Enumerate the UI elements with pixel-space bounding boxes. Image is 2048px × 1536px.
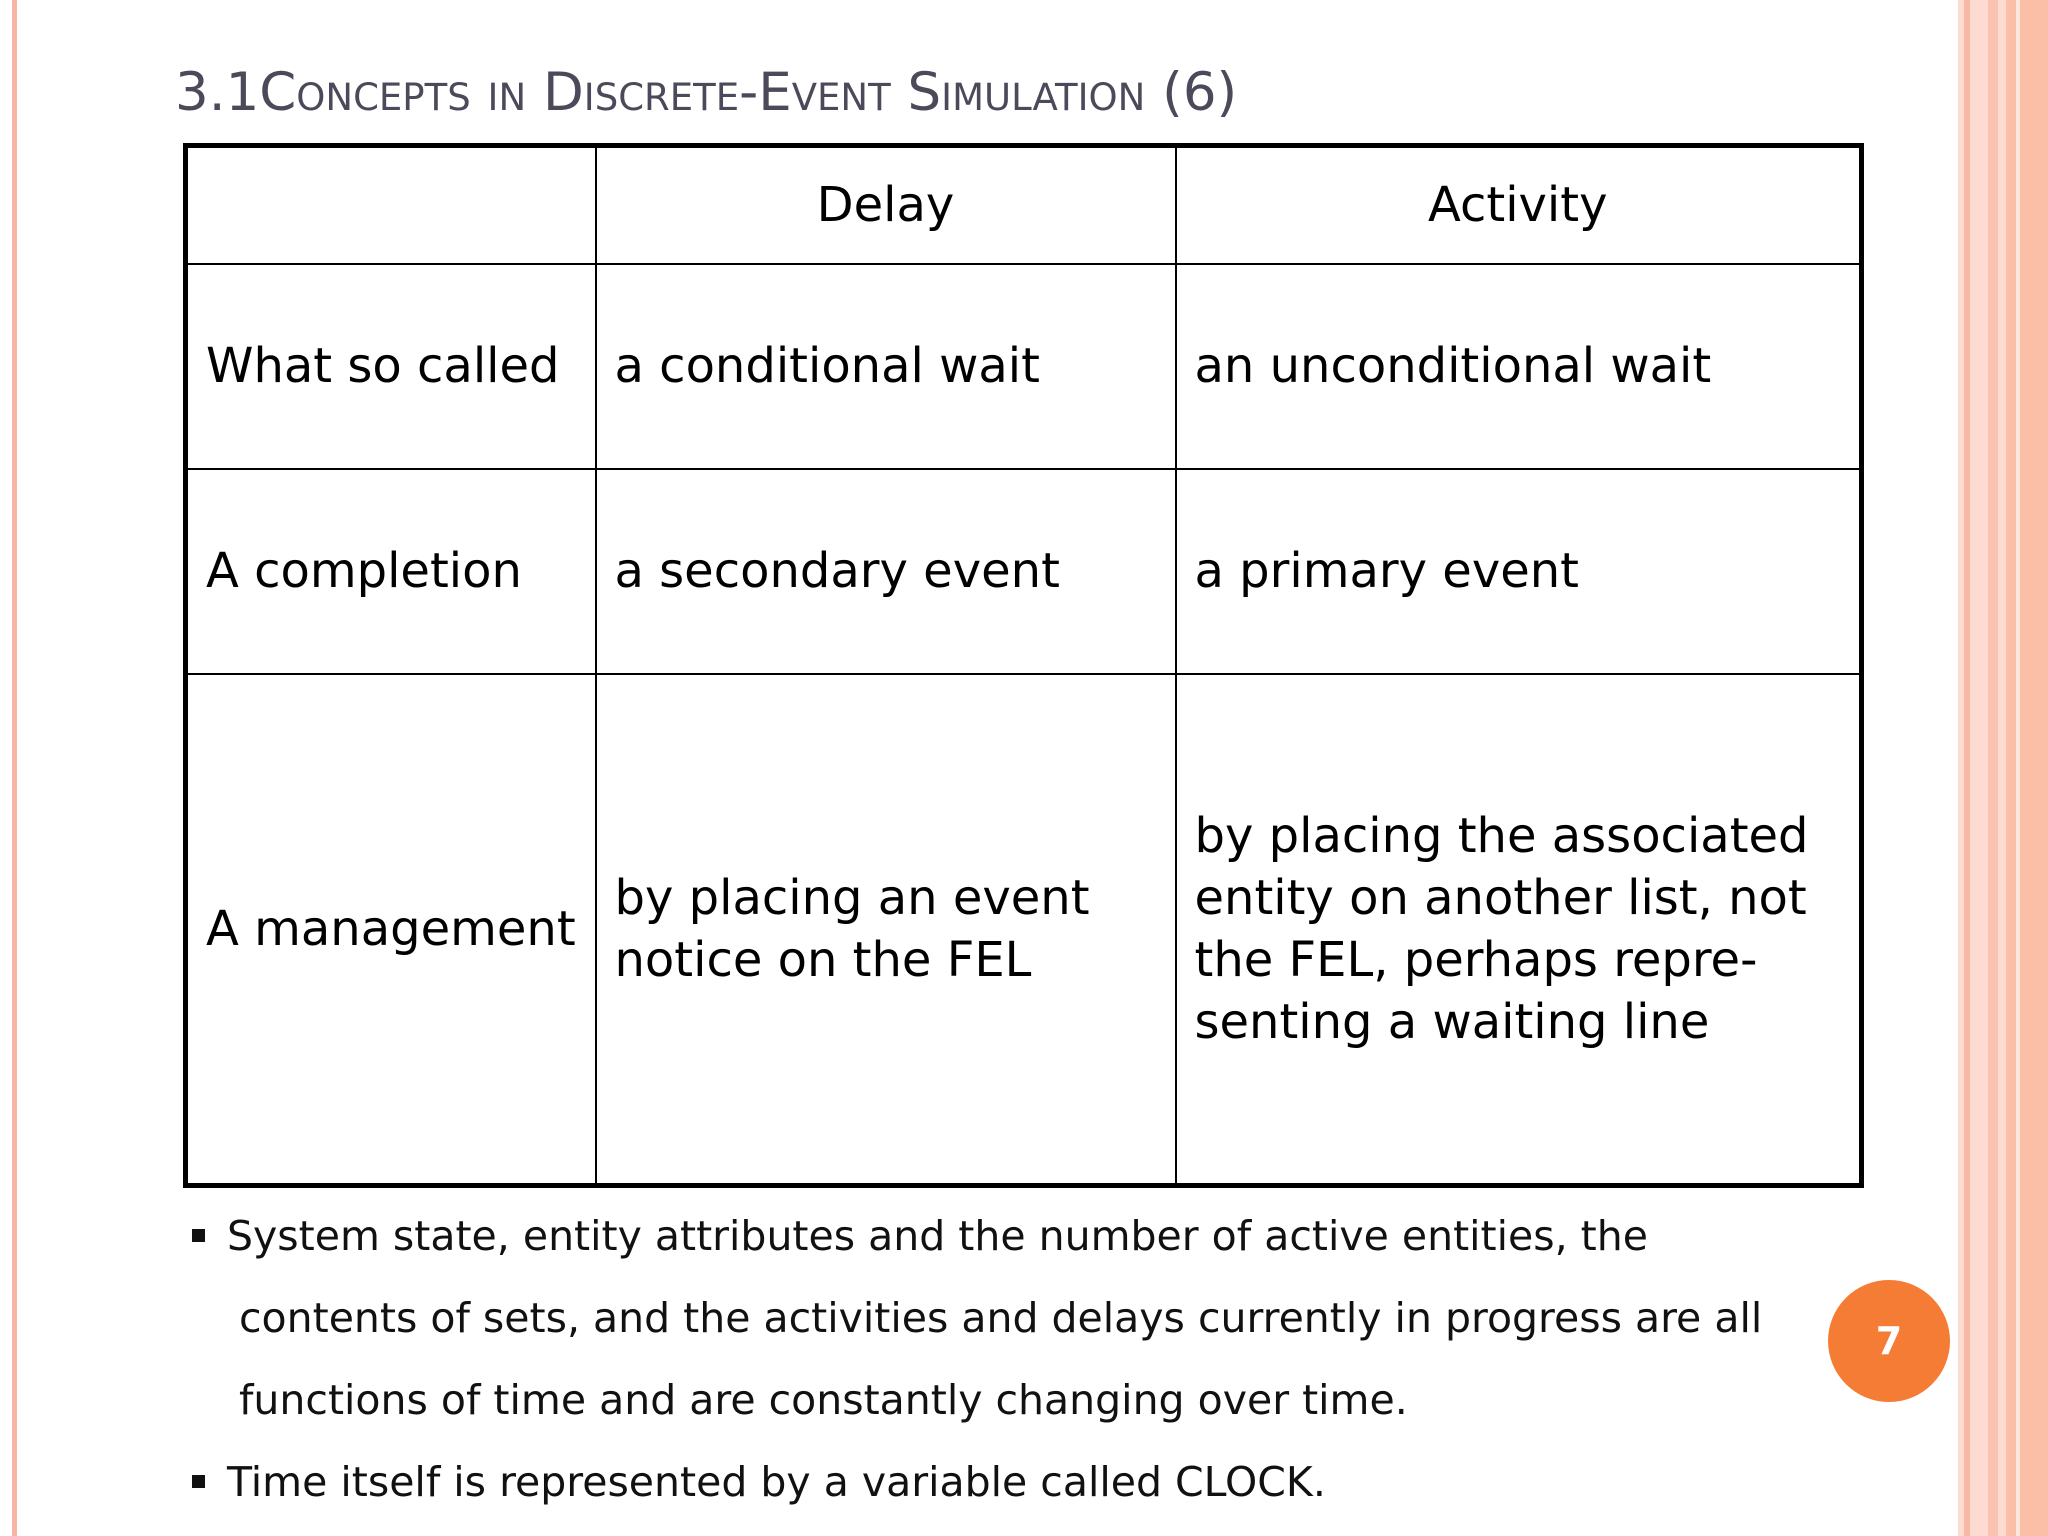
bullet-line: functions of time and are constantly changing over time. [239, 1376, 1408, 1424]
table-header-cell-activity: Activity [1176, 146, 1862, 264]
bullet-item [192, 1195, 1832, 1441]
table-row-label: A management [186, 674, 596, 1186]
page-number-badge: 7 [1828, 1280, 1950, 1402]
table-header-row [186, 146, 1862, 264]
table-header-cell-delay: Delay [596, 146, 1176, 264]
right-decorative-band [1958, 0, 2048, 1536]
slide-title: 3.1Concepts in Discrete-Event Simulation (6) [175, 62, 1238, 123]
bullet-line: contents of sets, and the activities and delays currently in progress are all [239, 1294, 1763, 1342]
bullet-list [192, 1195, 1832, 1523]
square-bullet-icon [192, 1475, 205, 1488]
table-cell-activity: a primary event [1176, 469, 1862, 674]
table-header-cell-empty [186, 146, 596, 264]
right-stripe-4 [2016, 0, 2020, 1536]
bullet-line: Time itself is represented by a variable called CLOCK. [227, 1458, 1326, 1506]
table-cell-delay: a conditional wait [596, 264, 1176, 469]
left-decorative-stripe [0, 0, 20, 1536]
table-row-label: A completion [186, 469, 596, 674]
table-row [186, 469, 1862, 674]
right-stripe-1 [1964, 0, 1970, 1536]
table-cell-activity: by placing the associated entity on another list, not the FEL, perhaps repre-senting a waiting line [1176, 674, 1862, 1186]
table-cell-delay: a secondary event [596, 469, 1176, 674]
comparison-table [183, 143, 1864, 1188]
table-row [186, 264, 1862, 469]
table-cell-delay: by placing an event notice on the FEL [596, 674, 1176, 1186]
table-row [186, 674, 1862, 1186]
bullet-line: System state, entity attributes and the number of active entities, the [227, 1212, 1648, 1260]
right-stripe-2 [1988, 0, 1998, 1536]
bullet-item [192, 1441, 1832, 1523]
table-cell-activity: an unconditional wait [1176, 264, 1862, 469]
right-stripe-3 [2006, 0, 2048, 1536]
comparison-table-container [183, 143, 1859, 1188]
table-row-label: What so called [186, 264, 596, 469]
square-bullet-icon [192, 1229, 205, 1242]
